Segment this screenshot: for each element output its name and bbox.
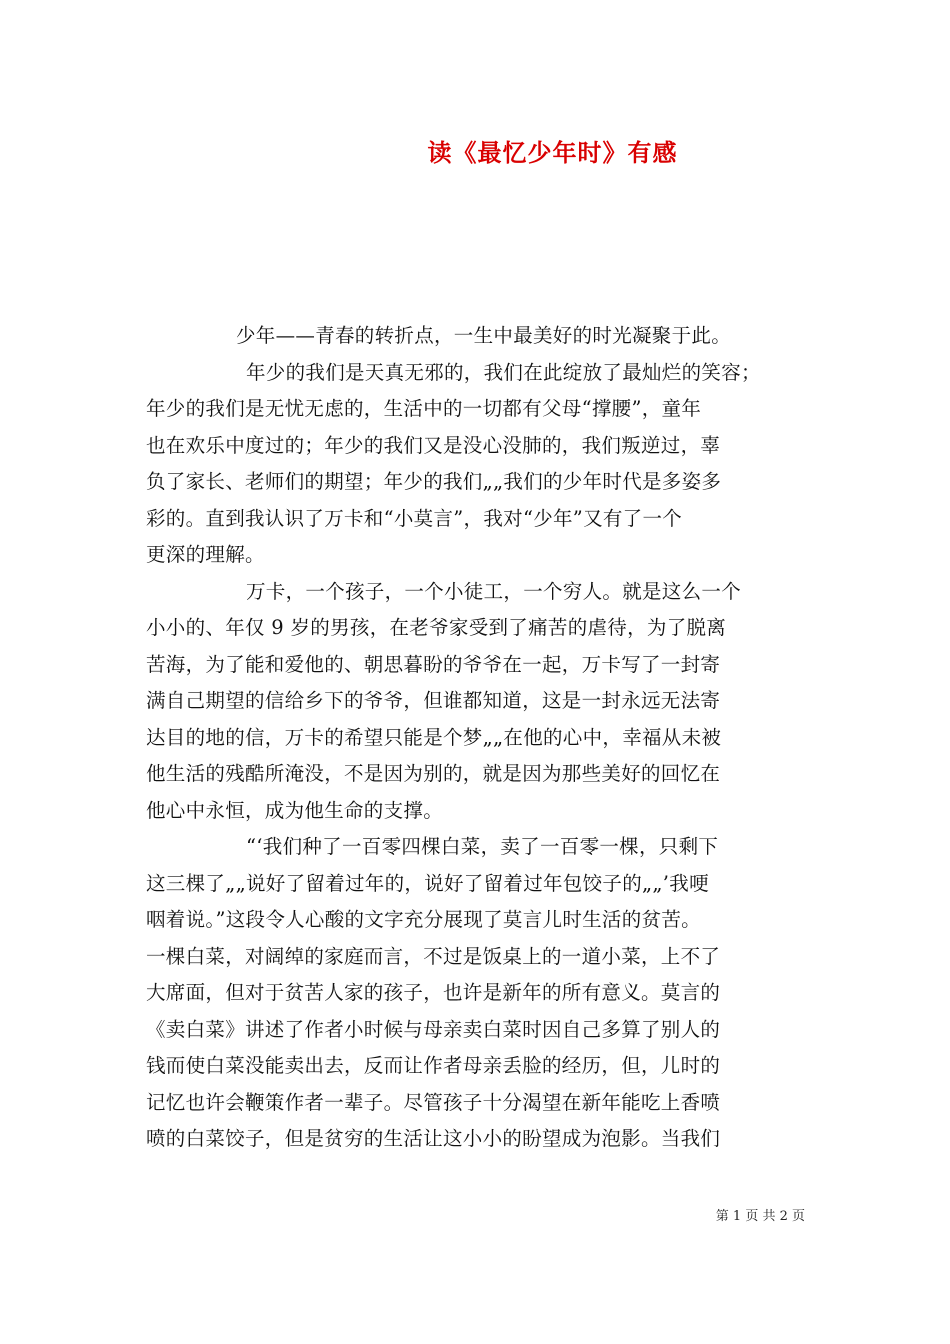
- text-line: 咽着说。”这段令人心酸的文字充分展现了莫言儿时生活的贫苦。: [146, 908, 701, 931]
- page-number: 第 1 页 共 2 页: [715, 1209, 805, 1224]
- text-line: 小小的、年仅 9 岁的男孩，在老爷家受到了痛苦的虐待，为了脱离: [146, 616, 727, 639]
- text-line: 喷的白菜饺子，但是贫穷的生活让这小小的盼望成为泡影。当我们: [146, 1127, 721, 1150]
- text-line: 达目的地的信，万卡的希望只能是个梦„„在他的心中，幸福从未被: [146, 725, 722, 749]
- text-line: 大席面，但对于贫苦人家的孩子，也许是新年的所有意义。莫言的: [146, 981, 721, 1004]
- text-line: 少年——青春的转折点，一生中最美好的时光凝聚于此。: [236, 324, 732, 347]
- text-line: 满自己期望的信给乡下的爷爷，但谁都知道，这是一封永远无法寄: [146, 689, 721, 712]
- text-line: 记忆也许会鞭策作者一辈子。尽管孩子十分渴望在新年能吃上香喷: [146, 1090, 721, 1114]
- text-line: 苦海，为了能和爱他的、朝思暮盼的爷爷在一起，万卡写了一封寄: [146, 652, 721, 676]
- text-line: 他生活的残酷所淹没，不是因为别的，就是因为那些美好的回忆在: [146, 762, 721, 785]
- text-line: “‘我们种了一百零四棵白菜，卖了一百零一棵，只剩下: [246, 835, 719, 858]
- text-line: 这三棵了„„说好了留着过年的，说好了留着过年包饺子的„„’我哽: [146, 871, 709, 895]
- text-line: 钱而使白菜没能卖出去，反而让作者母亲丢脸的经历，但，儿时的: [146, 1054, 721, 1077]
- text-line: 也在欢乐中度过的；年少的我们又是没心没肺的，我们叛逆过，辜: [146, 433, 721, 457]
- text-line: 他心中永恒，成为他生命的支撑。: [146, 798, 444, 822]
- text-line: 负了家长、老师们的期望；年少的我们„„我们的少年时代是多姿多: [146, 470, 722, 493]
- text-line: 年少的我们是天真无邪的，我们在此绽放了最灿烂的笑容；: [246, 360, 761, 384]
- text-line: 《卖白菜》讲述了作者小时候与母亲卖白菜时因自己多算了别人的: [146, 1017, 721, 1041]
- document-title: 读《最忆少年时》有感: [427, 138, 678, 167]
- text-line: 彩的。直到我认识了万卡和“小莫言”，我对“少年”又有了一个: [146, 506, 683, 530]
- text-line: 更深的理解。: [146, 543, 265, 566]
- document-body: [146, 318, 810, 1158]
- text-line: 一棵白菜，对阔绰的家庭而言，不过是饭桌上的一道小菜，上不了: [146, 944, 721, 968]
- text-line: 万卡，一个孩子，一个小徒工，一个穷人。就是这么一个: [246, 579, 742, 603]
- text-line: 年少的我们是无忧无虑的，生活中的一切都有父母“撑腰”，童年: [146, 397, 702, 420]
